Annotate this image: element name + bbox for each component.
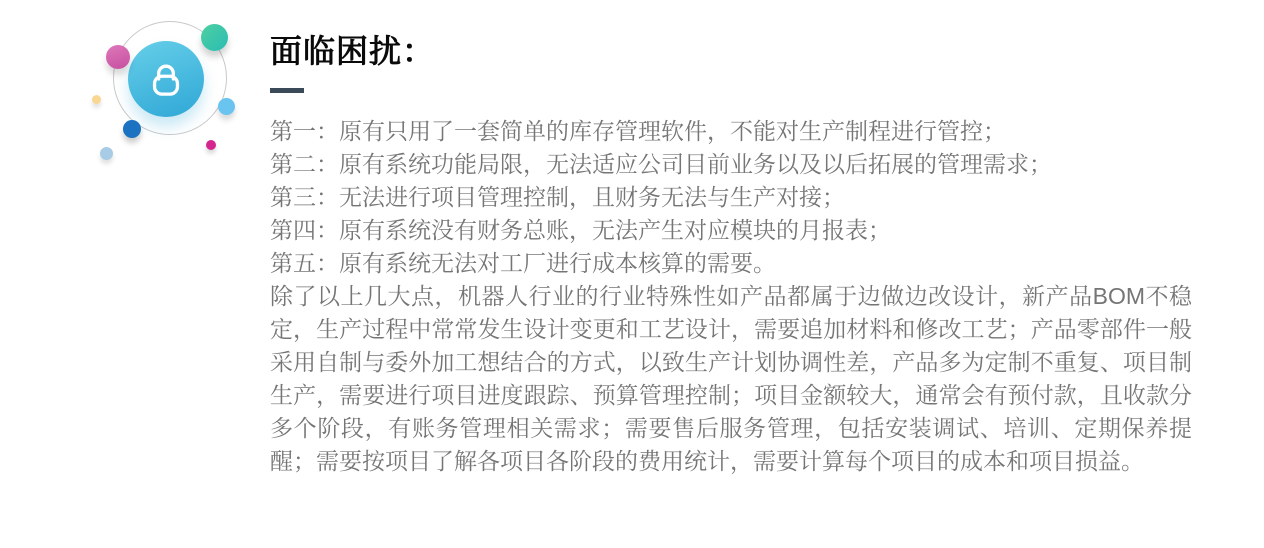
lock-badge: [88, 8, 258, 173]
list-item-3: 第三：无法进行项目管理控制，且财务无法与生产对接；: [270, 184, 845, 210]
page-title: 面临困扰：: [270, 33, 436, 69]
list-item-5: 第五：原有系统无法对工厂进行成本核算的需要。: [270, 250, 776, 276]
lock-icon: [144, 57, 188, 101]
title-divider: [270, 88, 304, 93]
dark-blue-dot: [123, 120, 141, 138]
pink-dot: [106, 45, 130, 69]
list-item-2: 第二：原有系统功能局限，无法适应公司目前业务以及以后拓展的管理需求；: [270, 151, 1052, 177]
list-item-4: 第四：原有系统没有财务总账，无法产生对应模块的月报表；: [270, 217, 891, 243]
text-block: [270, 115, 1192, 478]
pale-blue-dot: [100, 147, 113, 160]
lock-circle: [128, 41, 204, 117]
yellow-dot: [92, 95, 101, 104]
list-item-1: 第一：原有只用了一套简单的库存管理软件，不能对生产制程进行管控；: [270, 118, 1006, 144]
magenta-dot: [206, 140, 216, 150]
paragraph: 除了以上几大点，机器人行业的行业特殊性如产品都属于边做边改设计，新产品BOM不稳定，生产过程中常常发生设计变更和工艺设计，需要追加材料和修改工艺；产品零部件一般采用自制与委外加工想结合的方式，以致生产计划协调性差，产品多为定制不重复、项目制生产，需要进行项目进度跟踪、预算管理控制；项目金额较大，通常会有预付款，且收款分多个阶段，有账务管理相关需求；需要售后服务管理，包括安装调试、培训、定期保养提醒；需要按项目了解各项目各阶段的费用统计，需要计算每个项目的成本和项目损益。: [270, 283, 1192, 474]
teal-dot: [201, 24, 228, 51]
sky-blue-dot: [218, 98, 235, 115]
